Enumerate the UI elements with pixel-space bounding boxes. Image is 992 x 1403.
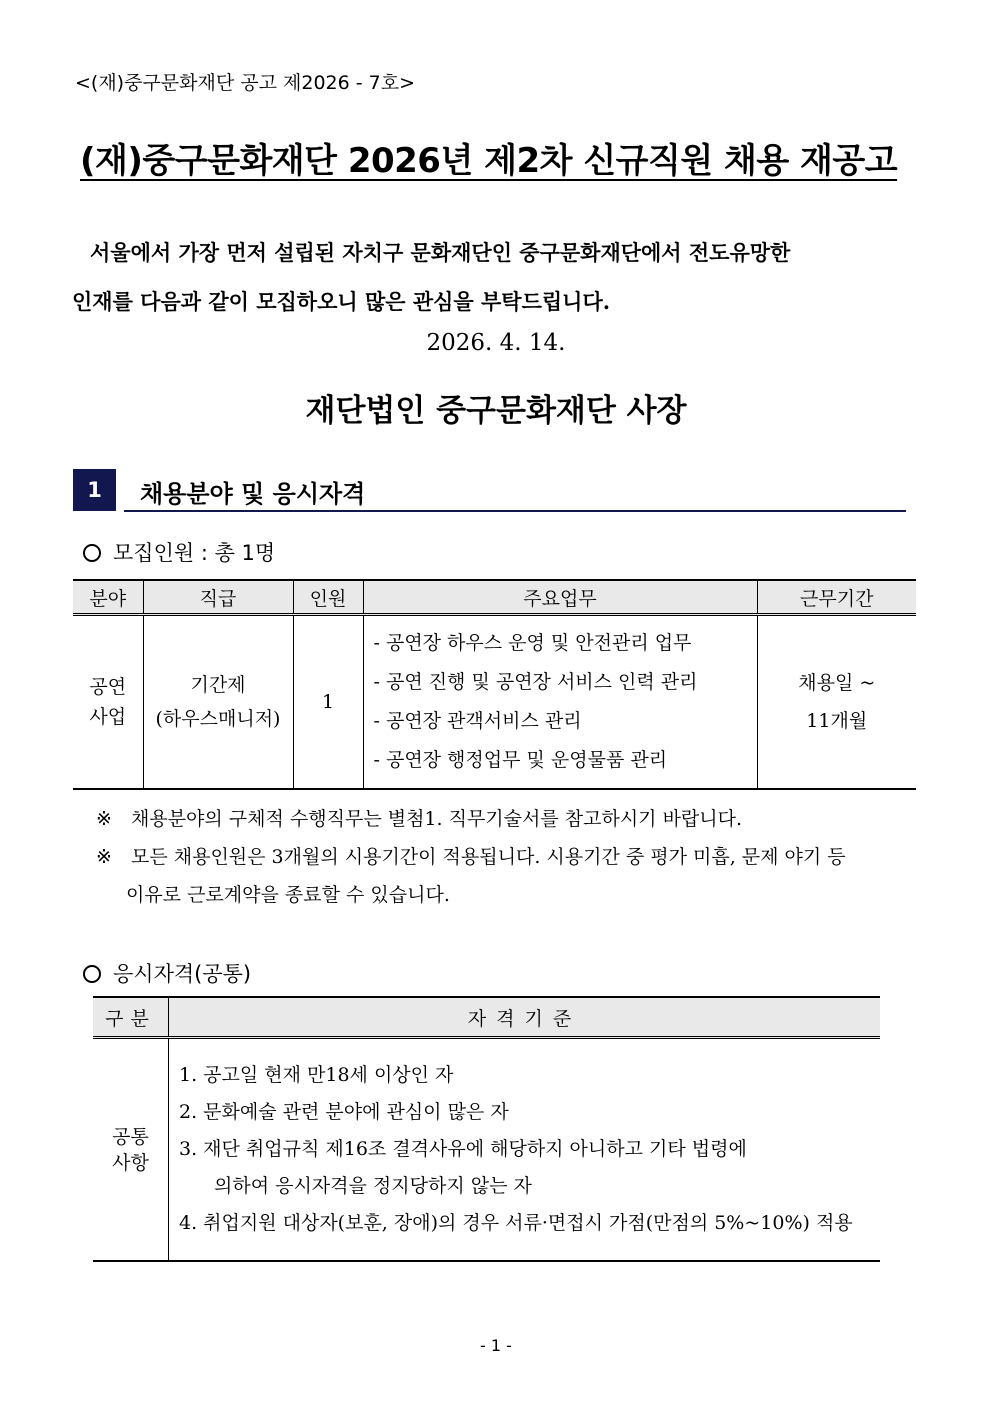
- col-duties: 주요업무: [363, 580, 757, 615]
- period-line-2: 11개월: [806, 710, 868, 732]
- qualification-heading: [83, 958, 251, 988]
- category-line-1: 공통: [112, 1125, 149, 1148]
- cell-count: 1: [293, 615, 363, 790]
- period-line-1: 채용일 ~: [798, 672, 876, 694]
- criteria-item: 1. 공고일 현재 만18세 이상인 자: [179, 1064, 454, 1086]
- intro-paragraph: [72, 228, 917, 326]
- note-1: [96, 800, 936, 838]
- col-period: 근무기간: [757, 580, 916, 615]
- criteria-item-continued: 의하여 응시자격을 정지당하지 않는 자: [214, 1175, 532, 1197]
- cell-category: [93, 1038, 169, 1262]
- field-line-1: 공연: [89, 676, 127, 698]
- cell-criteria: [169, 1038, 881, 1262]
- page-title: (재)중구문화재단 2026년 제2차 신규직원 채용 재공고: [80, 141, 898, 181]
- qualification-heading-text: 응시자격(공통): [113, 962, 252, 986]
- col-criteria: 자격기준: [169, 997, 881, 1038]
- recruit-heading: [83, 537, 275, 567]
- field-line-2: 사업: [89, 706, 127, 728]
- criteria-item: 4. 취업지원 대상자(보훈, 장애)의 경우 서류·면접시 가점(만점의 5%~10%) 적용: [179, 1212, 853, 1234]
- note-2: [96, 838, 936, 876]
- note-2-text: 모든 채용인원은 3개월의 시용기간이 적용됩니다. 시용기간 중 평가 미흡, 문제 야기 등: [131, 846, 846, 868]
- rank-line-2: (하우스매니저): [155, 708, 281, 730]
- cell-duties: [363, 615, 757, 790]
- note-2-continued: 이유로 근로계약을 종료할 수 있습니다.: [126, 884, 450, 906]
- note-mark: ※: [96, 846, 112, 868]
- note-mark: ※: [96, 808, 112, 830]
- notice-number: <(재)중구문화재단 공고 제2026 - 7호>: [75, 72, 416, 94]
- recruit-heading-text: 모집인원 : 총 1명: [113, 541, 276, 565]
- cell-period: [757, 615, 916, 790]
- duty-item: - 공연장 하우스 운영 및 안전관리 업무: [373, 632, 692, 654]
- page-number: - 1 -: [480, 1336, 512, 1355]
- circle-bullet-icon: [83, 544, 101, 562]
- notice-date: 2026. 4. 14.: [426, 330, 566, 356]
- col-category: 구분: [93, 997, 169, 1038]
- cell-field: [73, 615, 143, 790]
- col-rank: 직급: [143, 580, 293, 615]
- rank-line-1: 기간제: [190, 674, 246, 696]
- criteria-item: 2. 문화예술 관련 분야에 관심이 많은 자: [179, 1101, 509, 1123]
- cell-rank: [143, 615, 293, 790]
- section-underline: [124, 510, 906, 512]
- duty-item: - 공연장 행정업무 및 운영물품 관리: [373, 749, 668, 771]
- category-line-2: 사항: [112, 1151, 149, 1174]
- criteria-item: 3. 재단 취업규칙 제16조 결격사유에 해당하지 아니하고 기타 법령에: [179, 1138, 747, 1160]
- col-field: 분야: [73, 580, 143, 615]
- organization-signature: 재단법인 중구문화재단 사장: [305, 393, 687, 429]
- duty-item: - 공연장 관객서비스 관리: [373, 710, 582, 732]
- intro-line-2: 인재를 다음과 같이 모집하오니 많은 관심을 부탁드립니다.: [72, 289, 611, 314]
- table-row: [73, 615, 916, 790]
- section-title: 채용분야 및 응시자격: [140, 480, 366, 508]
- circle-bullet-icon: [83, 965, 101, 983]
- section-number-badge: 1: [73, 469, 116, 511]
- recruit-table: [73, 579, 916, 790]
- qualification-table-header: [93, 997, 880, 1038]
- duty-item: - 공연 진행 및 공연장 서비스 인력 관리: [373, 671, 698, 693]
- recruit-table-header: [73, 580, 916, 615]
- intro-line-1: 서울에서 가장 먼저 설립된 자치구 문화재단인 중구문화재단에서 전도유망한: [90, 240, 791, 265]
- col-count: 인원: [293, 580, 363, 615]
- table-row: [93, 1038, 880, 1262]
- qualification-table: [93, 996, 880, 1262]
- notes: [96, 800, 936, 914]
- note-1-text: 채용분야의 구체적 수행직무는 별첨1. 직무기술서를 참고하시기 바랍니다.: [131, 808, 743, 830]
